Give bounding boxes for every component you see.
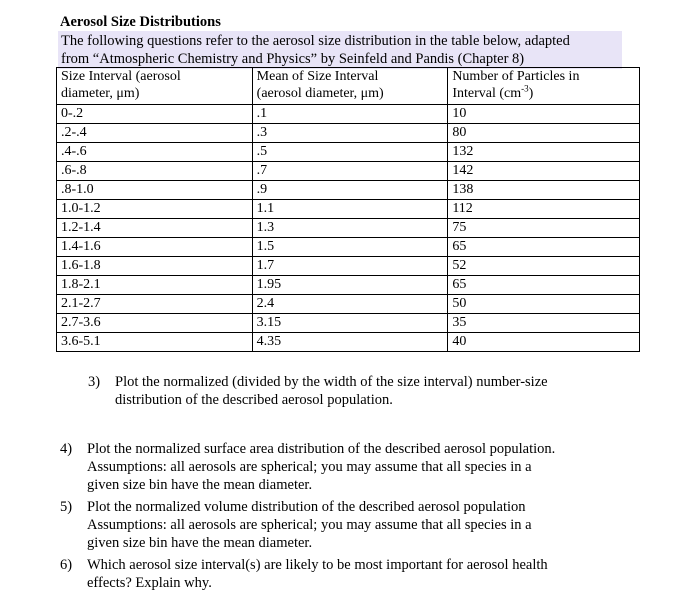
question-line: distribution of the described aerosol population. (115, 392, 393, 408)
question-number: 3) (88, 374, 101, 390)
cell-particle-count: 50 (448, 295, 640, 314)
header-line: Size Interval (aerosol (61, 69, 181, 84)
cell-mean-size: 2.4 (252, 295, 448, 314)
table-row (57, 143, 640, 162)
table-row (57, 181, 640, 200)
cell-size-interval: 1.0-1.2 (57, 200, 253, 219)
cell-mean-size: 4.35 (252, 333, 448, 352)
header-line: (aerosol diameter, μm) (256, 86, 384, 101)
cell-size-interval: 2.1-2.7 (57, 295, 253, 314)
header-line: Mean of Size Interval (256, 69, 379, 84)
table-row (57, 314, 640, 333)
cell-size-interval: 1.4-1.6 (57, 238, 253, 257)
cell-mean-size: 1.3 (252, 219, 448, 238)
question-line: Which aerosol size interval(s) are likely to be most important for aerosol health (87, 557, 548, 573)
header-line: Number of Particles in (452, 69, 580, 84)
cell-mean-size: .1 (252, 105, 448, 124)
table-row (57, 200, 640, 219)
cell-particle-count: 138 (448, 181, 640, 200)
cell-particle-count: 142 (448, 162, 640, 181)
table-row (57, 238, 640, 257)
cell-mean-size: 1.1 (252, 200, 448, 219)
cell-particle-count: 65 (448, 238, 640, 257)
cell-size-interval: 3.6-5.1 (57, 333, 253, 352)
cell-size-interval: 0-.2 (57, 105, 253, 124)
cell-size-interval: 1.2-1.4 (57, 219, 253, 238)
cell-mean-size: .9 (252, 181, 448, 200)
intro-line: from “Atmospheric Chemistry and Physics” by Seinfeld and Pandis (Chapter 8) (61, 51, 525, 67)
table-row (57, 257, 640, 276)
table-body (57, 105, 640, 352)
question-text (115, 373, 548, 409)
question-text (87, 498, 532, 552)
cell-particle-count: 75 (448, 219, 640, 238)
cell-size-interval: 1.6-1.8 (57, 257, 253, 276)
cell-size-interval: .2-.4 (57, 124, 253, 143)
question-line: given size bin have the mean diameter. (87, 477, 313, 493)
header-unit-text: Interval (cm (452, 86, 522, 101)
table-row (57, 105, 640, 124)
table-row (57, 295, 640, 314)
table-row (57, 219, 640, 238)
cell-particle-count: 112 (448, 200, 640, 219)
cell-particle-count: 52 (448, 257, 640, 276)
cell-particle-count: 40 (448, 333, 640, 352)
question-line: given size bin have the mean diameter. (87, 535, 313, 551)
question-number: 6) (60, 557, 73, 573)
header-unit-close: ) (528, 86, 534, 101)
question-line: Assumptions: all aerosols are spherical; you may assume that all species in a (87, 517, 532, 533)
question-line: effects? Explain why. (87, 575, 212, 591)
cell-particle-count: 35 (448, 314, 640, 333)
document-title: Aerosol Size Distributions (60, 14, 221, 30)
header-unit-exponent: -3 (521, 83, 529, 94)
header-line: diameter, μm) (61, 86, 140, 101)
cell-mean-size: 1.95 (252, 276, 448, 295)
header-mean-size (252, 68, 448, 105)
question-line: Assumptions: all aerosols are spherical; you may assume that all species in a (87, 459, 532, 475)
cell-size-interval: .4-.6 (57, 143, 253, 162)
cell-mean-size: 1.5 (252, 238, 448, 257)
cell-size-interval: 2.7-3.6 (57, 314, 253, 333)
cell-mean-size: .5 (252, 143, 448, 162)
intro-paragraph (58, 31, 622, 69)
question-line: Plot the normalized volume distribution of the described aerosol population (87, 499, 526, 515)
cell-size-interval: 1.8-2.1 (57, 276, 253, 295)
question-number: 5) (60, 499, 73, 515)
table-row (57, 276, 640, 295)
intro-line: The following questions refer to the aerosol size distribution in the table below, adapted (61, 33, 570, 49)
table-row (57, 333, 640, 352)
header-number-particles (448, 68, 640, 105)
cell-particle-count: 132 (448, 143, 640, 162)
cell-mean-size: .3 (252, 124, 448, 143)
table-row (57, 162, 640, 181)
cell-mean-size: 1.7 (252, 257, 448, 276)
table-row (57, 124, 640, 143)
size-distribution-table (56, 67, 640, 352)
question-text (87, 440, 555, 494)
cell-particle-count: 80 (448, 124, 640, 143)
cell-mean-size: .7 (252, 162, 448, 181)
question-line: Plot the normalized (divided by the width of the size interval) number-size (115, 374, 548, 390)
question-text (87, 556, 548, 592)
cell-particle-count: 65 (448, 276, 640, 295)
question-line: Plot the normalized surface area distribution of the described aerosol population. (87, 441, 556, 457)
header-size-interval (57, 68, 253, 105)
question-number: 4) (60, 441, 73, 457)
cell-size-interval: .8-1.0 (57, 181, 253, 200)
cell-particle-count: 10 (448, 105, 640, 124)
cell-size-interval: .6-.8 (57, 162, 253, 181)
header-line (452, 85, 639, 102)
table-header-row (57, 68, 640, 105)
cell-mean-size: 3.15 (252, 314, 448, 333)
